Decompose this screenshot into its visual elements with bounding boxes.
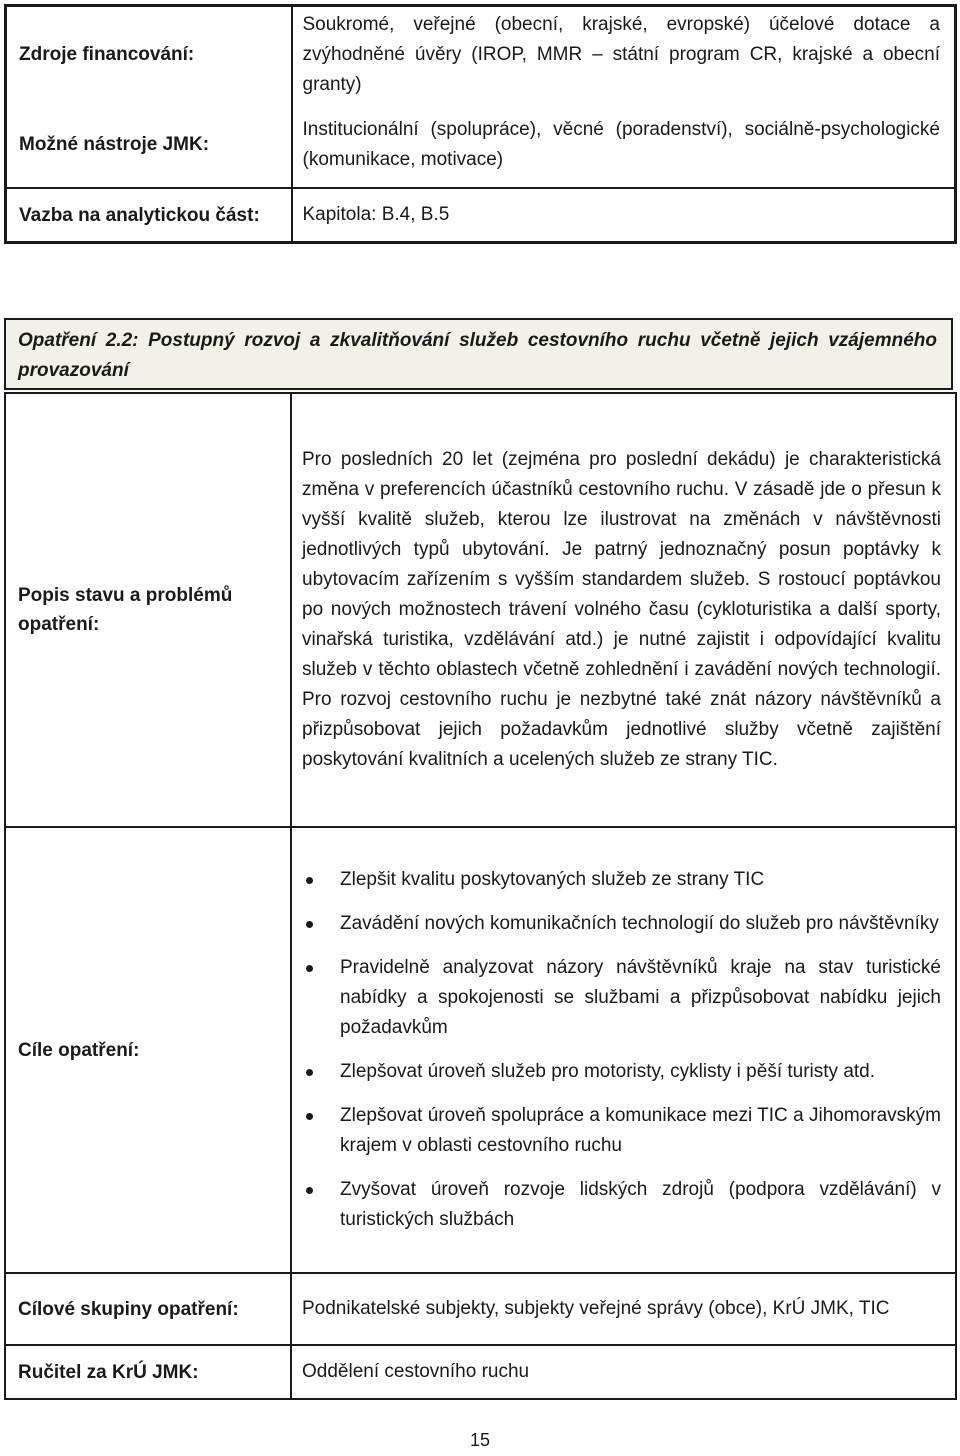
cile-item-text: Zlepšovat úroveň služeb pro motoristy, cyklisty i pěší turisty atd. xyxy=(340,1061,876,1082)
skupiny-label: Cílové skupiny opatření: xyxy=(5,1273,291,1345)
zdroje-label: Zdroje financování: xyxy=(19,44,195,65)
rucitel-label: Ručitel za KrÚ JMK: xyxy=(5,1345,291,1399)
vazba-label: Vazba na analytickou část: xyxy=(6,188,292,243)
nastroje-value: Institucionální (spolupráce), věcné (poradenství), sociálně-psychologické (komunikace, motivace) xyxy=(292,102,956,188)
popis-cell xyxy=(291,393,956,827)
nastroje-label: Možné nástroje JMK: xyxy=(19,134,210,155)
cile-list xyxy=(302,865,941,1235)
popis-value: Pro posledních 20 let (zejména pro poslední dekádu) je charakteristická změna v preferencích účastníků cestovního ruchu. V zásadě jde o přesun k vyšší kvalitě služeb, kterou lze ilustrovat na změnách v návštěvnosti jednotlivých typů ubytování. Je patrný jednoznačný posun poptávky k ubytovacím zařízením s vyšším standardem služeb. S rostoucí poptávkou po nových možnostech trávení volného času (cykloturistika a další sporty, vinařská turistika, vzdělávání atd.) je nutné zajistit i odpovídající kvalitu služeb v těchto oblastech včetně zohlednění i zavádění nových technologií. Pro rozvoj cestovního ruchu je nezbytné také znát názory návštěvníků a přizpůsobovat jejich požadavkům jednotlivé služby včetně zajištění poskytování kvalitních a ucelených služeb ze strany TIC. xyxy=(302,449,941,770)
cile-item-text: Zavádění nových komunikačních technologií do služeb pro návštěvníky xyxy=(340,913,939,934)
list-item xyxy=(302,865,941,895)
list-item xyxy=(302,1057,941,1087)
financing-table xyxy=(4,4,957,244)
opatreni-table xyxy=(4,392,957,1400)
rucitel-value: Oddělení cestovního ruchu xyxy=(291,1345,956,1399)
page-number: 15 xyxy=(469,1430,491,1450)
opatreni-heading-text: Opatření 2.2: Postupný rozvoj a zkvalitňování služeb cestovního ruchu včetně jejich vzájemného provazování xyxy=(18,330,937,381)
list-item xyxy=(302,1101,941,1161)
skupiny-value: Podnikatelské subjekty, subjekty veřejné správy (obce), KrÚ JMK, TIC xyxy=(291,1273,956,1345)
cile-item-text: Zlepšovat úroveň spolupráce a komunikace mezi TIC a Jihomoravským krajem v oblasti cestovního ruchu xyxy=(340,1105,941,1156)
cile-item-text: Zvyšovat úroveň rozvoje lidských zdrojů (podpora vzdělávání) v turistických službách xyxy=(340,1179,941,1230)
opatreni-heading xyxy=(4,318,953,390)
cile-label: Cíle opatření: xyxy=(5,827,291,1273)
bullet-icon xyxy=(306,921,313,928)
cile-item-text: Pravidelně analyzovat názory návštěvníků kraje na stav turistické nabídky a spokojenosti se službami a přizpůsobovat nabídku jejich požadavkům xyxy=(340,957,941,1038)
bullet-icon xyxy=(306,1113,313,1120)
vazba-value: Kapitola: B.4, B.5 xyxy=(292,188,956,243)
cile-cell xyxy=(291,827,956,1273)
bullet-icon xyxy=(306,1069,313,1076)
list-item xyxy=(302,1175,941,1235)
zdroje-value: Soukromé, veřejné (obecní, krajské, evropské) účelové dotace a zvýhodněné úvěry (IROP, MMR – státní program CR, krajské a obecní granty) xyxy=(292,6,956,103)
list-item xyxy=(302,909,941,939)
bullet-icon xyxy=(306,877,313,884)
cile-item-text: Zlepšit kvalitu poskytovaných služeb ze strany TIC xyxy=(340,869,765,890)
bullet-icon xyxy=(306,965,313,972)
bullet-icon xyxy=(306,1187,313,1194)
list-item xyxy=(302,953,941,1043)
popis-label: Popis stavu a problémů opatření: xyxy=(5,393,291,827)
